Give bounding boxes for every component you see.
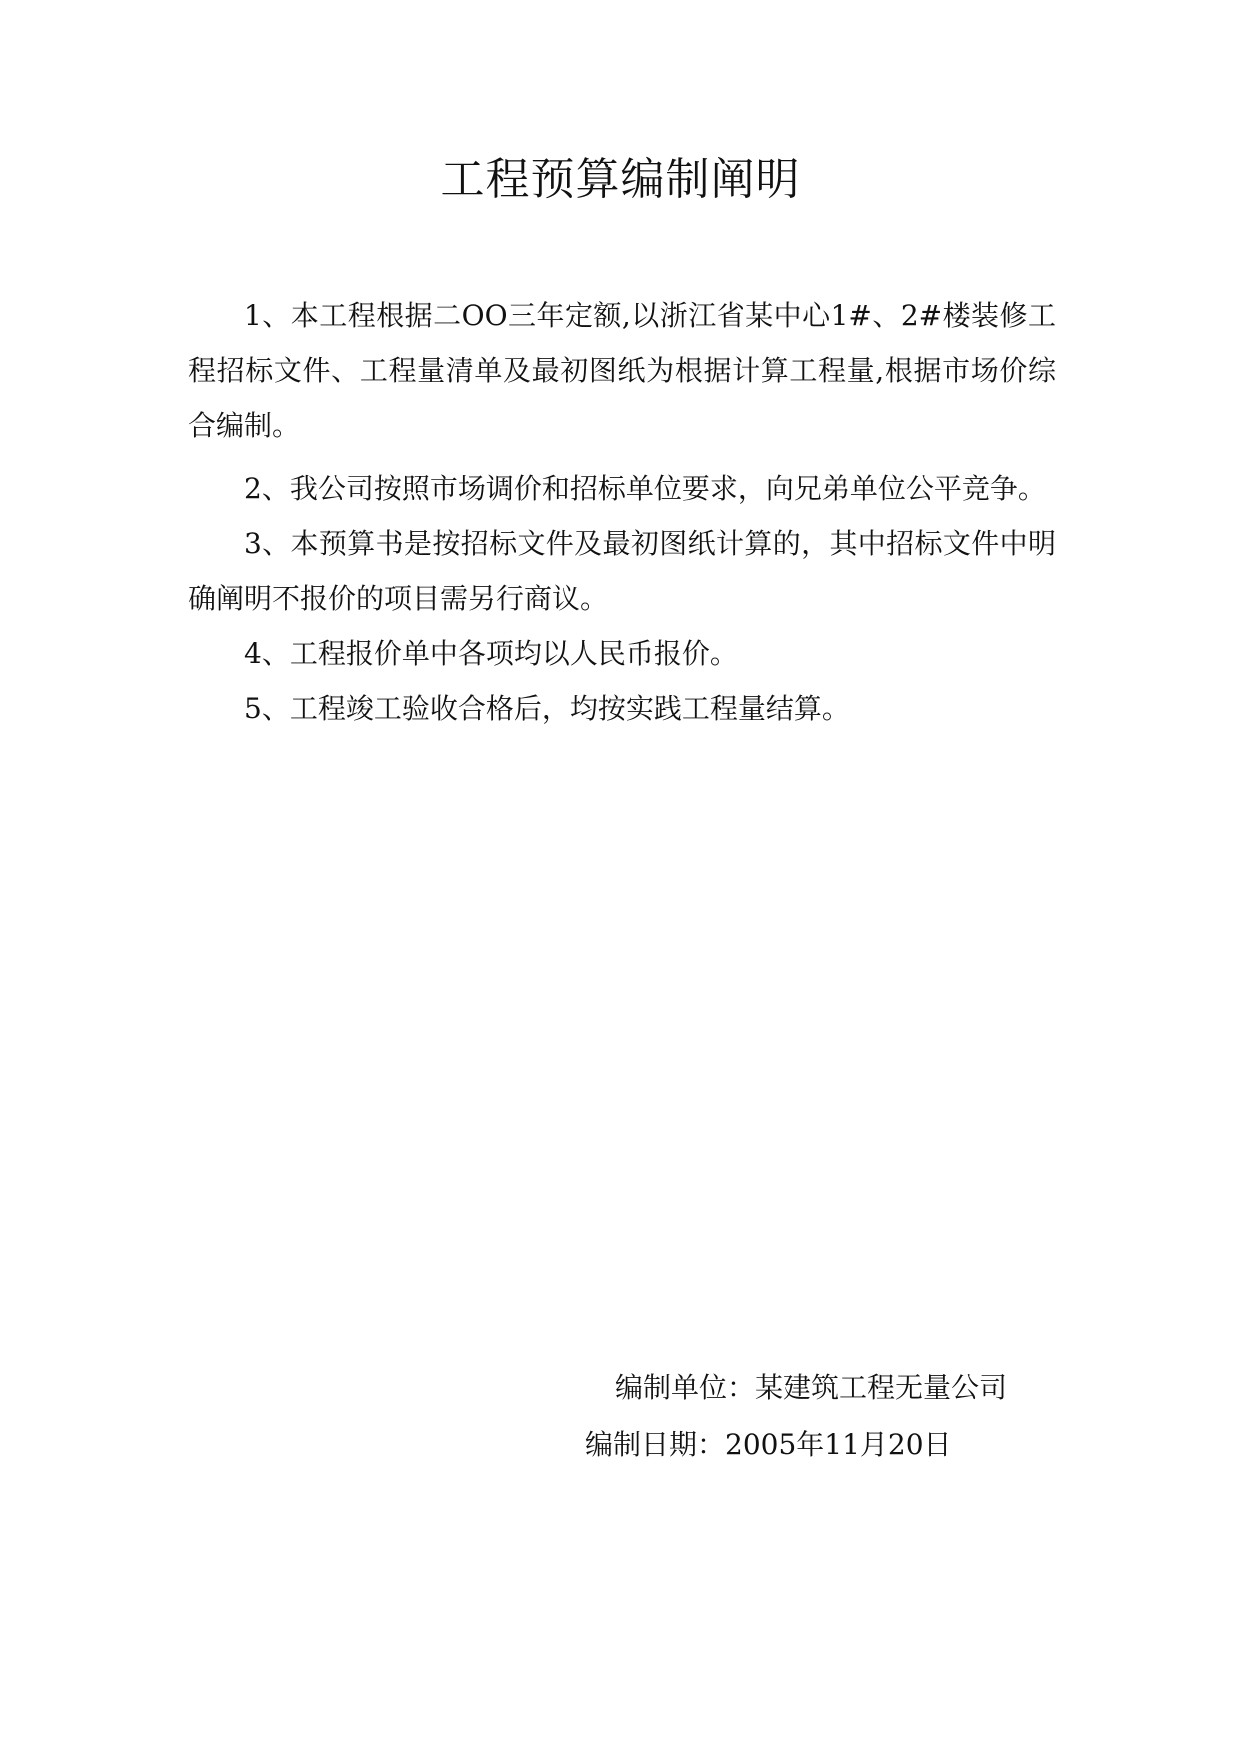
paragraph-2: 2、我公司按照市场调价和招标单位要求，向兄弟单位公平竞争。	[244, 472, 1046, 505]
document-body	[188, 288, 1056, 736]
paragraph-1: 1、本工程根据二OO三年定额,以浙江省某中心1#、2#楼装修工程招标文件、工程量清单及最初图纸为根据计算工程量,根据市场价综合编制。	[188, 299, 1056, 442]
document-title: 工程预算编制阐明	[440, 154, 801, 205]
paragraph-3: 3、本预算书是按招标文件及最初图纸计算的，其中招标文件中明确阐明不报价的项目需另行商议。	[188, 527, 1056, 615]
paragraph-4: 4、工程报价单中各项均以人民币报价。	[244, 637, 738, 670]
preparation-date: 编制日期：2005年11月20日	[585, 1428, 952, 1461]
paragraph-5: 5、工程竣工验收合格后，均按实践工程量结算。	[244, 692, 850, 725]
preparer-organization: 编制单位：某建筑工程无量公司	[615, 1371, 1008, 1404]
